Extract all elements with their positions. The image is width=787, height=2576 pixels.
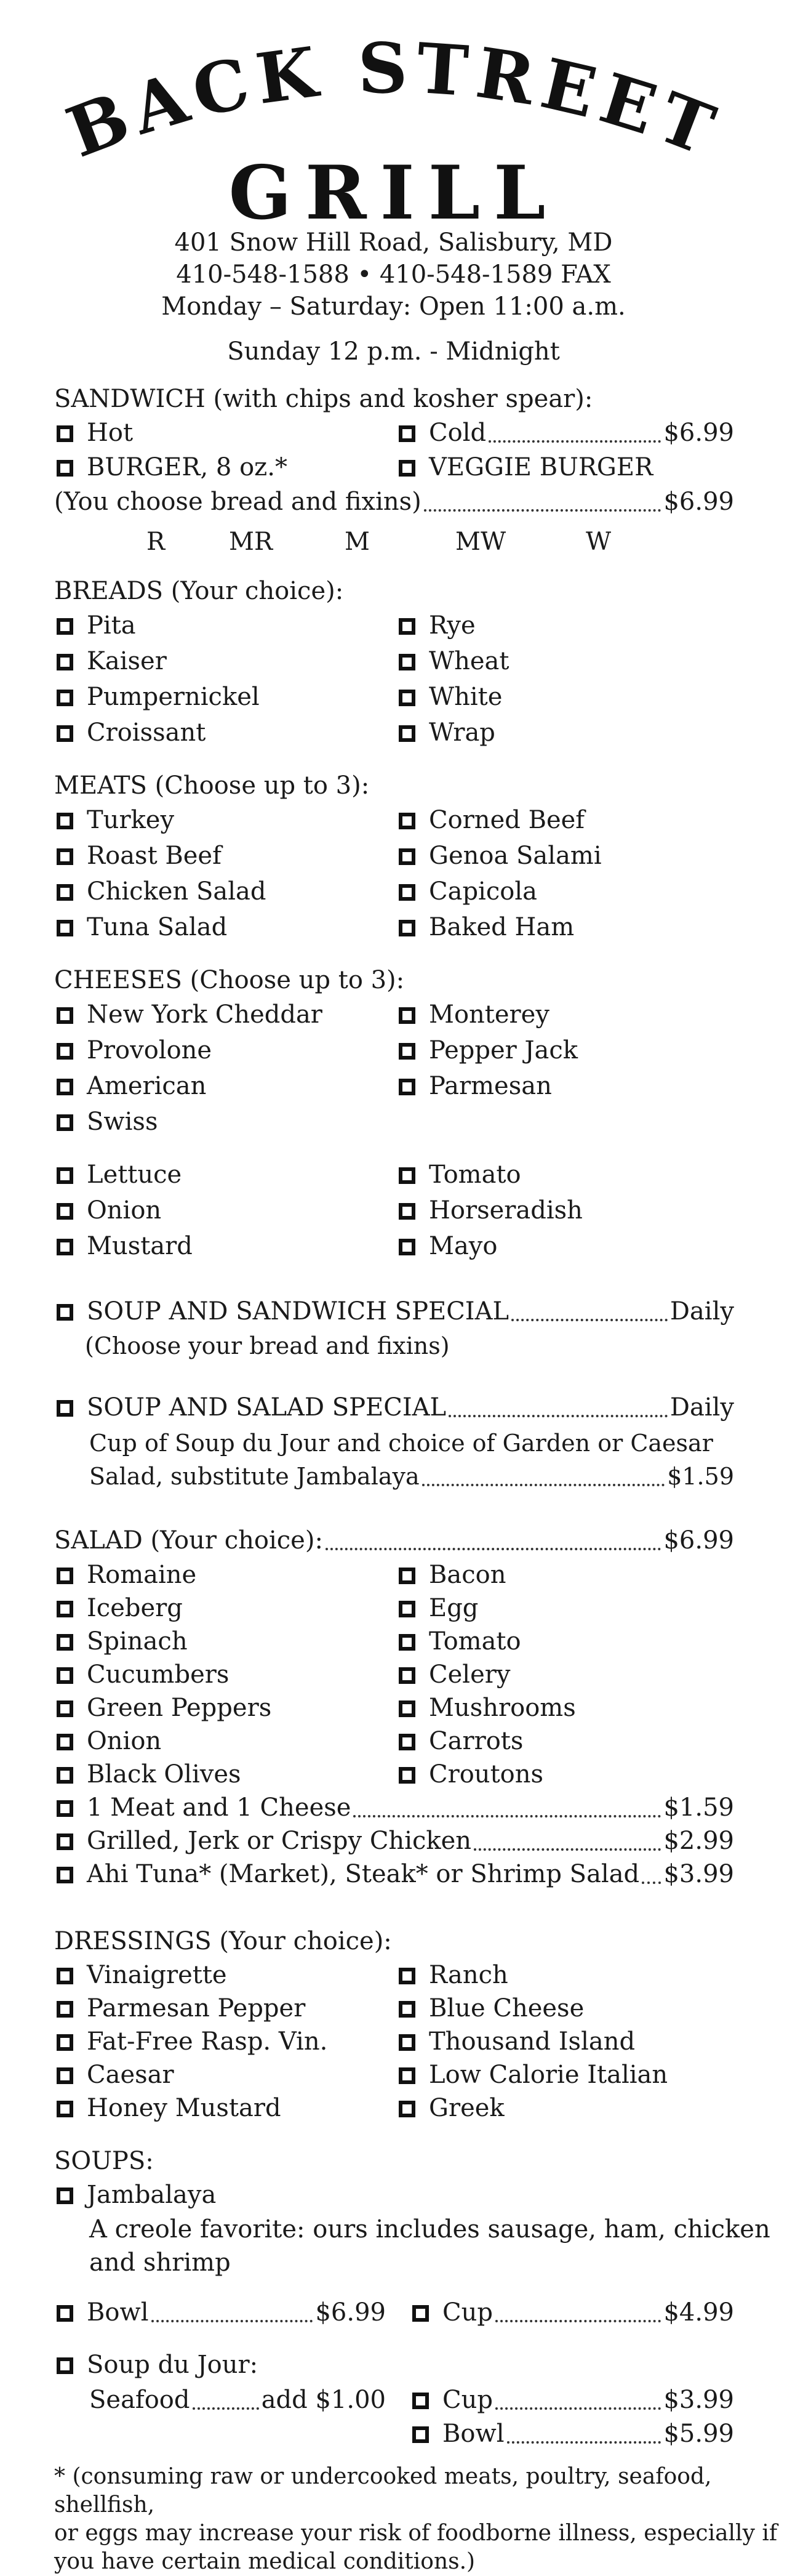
option-label: Genoa Salami	[429, 842, 602, 870]
checkbox[interactable]	[399, 1203, 415, 1220]
checkbox-option[interactable]	[57, 608, 136, 643]
checkbox-option[interactable]	[399, 803, 585, 837]
option-label: Hot	[87, 419, 134, 447]
option-label: Ahi Tuna* (Market), Steak* or Shrimp Salad	[87, 1860, 640, 1888]
checkbox-option[interactable]	[399, 608, 476, 643]
checkbox-option[interactable]	[399, 2058, 668, 2092]
price: Daily	[669, 1393, 734, 1422]
checkbox[interactable]	[399, 1968, 415, 1984]
checkbox-option[interactable]	[399, 1193, 583, 1228]
salad-heading-label: SALAD (Your choice):	[54, 1526, 323, 1555]
checkbox-option[interactable]	[57, 1229, 193, 1263]
option-label: Mustard	[87, 1232, 193, 1260]
checkbox[interactable]	[57, 1667, 73, 1684]
checkbox-option[interactable]	[399, 1591, 478, 1625]
checkbox-option[interactable]	[57, 1691, 271, 1725]
option-label: Egg	[429, 1594, 479, 1622]
option-label: Tomato	[429, 1161, 521, 1189]
checkbox[interactable]	[399, 618, 415, 635]
checkbox-option[interactable]	[399, 839, 602, 873]
option-label: Cup	[442, 2386, 493, 2414]
option-dujour-cup[interactable]	[412, 2383, 734, 2417]
checkbox-option[interactable]	[399, 1558, 506, 1592]
jambalaya-desc2: and shrimp	[89, 2248, 231, 2277]
checkbox-option[interactable]	[57, 1105, 158, 1139]
option-label: Tuna Salad	[87, 913, 228, 941]
checkbox-option[interactable]	[57, 1069, 206, 1103]
option-label: Capicola	[429, 877, 537, 906]
price: $6.99	[663, 419, 734, 447]
checkbox[interactable]	[57, 1043, 73, 1060]
option-label: Chicken Salad	[87, 877, 266, 906]
checkbox[interactable]	[57, 1400, 73, 1417]
checkbox-option[interactable]	[399, 1757, 543, 1792]
checkbox[interactable]	[399, 1634, 415, 1651]
checkbox-option[interactable]	[57, 1958, 227, 1992]
checkbox-option[interactable]	[399, 1624, 521, 1659]
checkbox-option[interactable]	[399, 910, 574, 944]
price: $6.99	[663, 488, 734, 516]
option-jambalaya-bowl[interactable]	[57, 2295, 386, 2330]
checkbox-option[interactable]	[57, 1591, 183, 1625]
price: $3.99	[663, 1860, 734, 1888]
option-label: Turkey	[87, 806, 175, 834]
checkbox-option[interactable]	[399, 1229, 497, 1263]
option-label: Roast Beef	[87, 842, 222, 870]
checkbox[interactable]	[399, 425, 415, 442]
checkbox[interactable]	[57, 848, 73, 865]
footnote-line: or eggs may increase your risk of foodborne illness, especially if	[54, 2521, 778, 2546]
price: Daily	[669, 1297, 734, 1326]
checkbox-option[interactable]	[399, 1657, 510, 1692]
salad-addon-option[interactable]	[57, 1857, 734, 1891]
jambalaya-desc1: A creole favorite: ours includes sausage, ham, chicken	[89, 2215, 770, 2244]
option-soup-du-jour[interactable]	[57, 2348, 258, 2382]
checkbox[interactable]	[57, 1114, 73, 1131]
price: $4.99	[663, 2298, 734, 2327]
checkbox[interactable]	[399, 848, 415, 865]
option-label: Lettuce	[87, 1161, 182, 1189]
checkbox-option[interactable]	[57, 1558, 196, 1592]
checkbox[interactable]	[399, 1734, 415, 1750]
option-label: Onion	[87, 1727, 162, 1755]
option-label: Onion	[87, 1196, 162, 1225]
checkbox[interactable]	[399, 725, 415, 742]
option-label: Cup	[442, 2298, 493, 2327]
checkbox[interactable]	[399, 1667, 415, 1684]
checkbox[interactable]	[57, 1007, 73, 1024]
checkbox[interactable]	[399, 2001, 415, 2018]
option-label: New York Cheddar	[87, 1000, 322, 1029]
address-block	[0, 227, 787, 323]
checkbox-option[interactable]	[399, 1991, 584, 2026]
checkbox[interactable]	[57, 1867, 73, 1883]
sandwich-heading: SANDWICH (with chips and kosher spear):	[54, 385, 593, 413]
option-label: Baked Ham	[429, 913, 575, 941]
checkbox[interactable]	[399, 654, 415, 670]
checkbox-option[interactable]	[399, 1958, 508, 1992]
checkbox-option[interactable]	[57, 2058, 174, 2092]
checkbox[interactable]	[57, 2001, 73, 2018]
option-label: Low Calorie Italian	[429, 2061, 668, 2089]
checkbox[interactable]	[57, 1767, 73, 1784]
checkbox[interactable]	[57, 2188, 73, 2204]
option-label: Wheat	[429, 647, 509, 675]
option-label: Honey Mustard	[87, 2094, 281, 2122]
soup-salad-note1: Cup of Soup du Jour and choice of Garden or Caesar	[89, 1430, 713, 1457]
checkbox-option[interactable]	[57, 680, 260, 714]
option-label: Cold	[429, 419, 487, 447]
checkbox[interactable]	[57, 1203, 73, 1220]
salad-addon-option[interactable]	[57, 1824, 734, 1858]
checkbox-option[interactable]	[399, 1069, 552, 1103]
checkbox-option[interactable]	[399, 715, 495, 750]
choose-label: (You choose bread and fixins)	[54, 488, 421, 516]
checkbox[interactable]	[399, 1601, 415, 1617]
option-label: VEGGIE BURGER	[429, 453, 653, 481]
checkbox[interactable]	[57, 1968, 73, 1984]
checkbox[interactable]	[399, 813, 415, 829]
checkbox[interactable]	[399, 460, 415, 477]
checkbox[interactable]	[57, 1800, 73, 1817]
option-label: Corned Beef	[429, 806, 585, 834]
restaurant-logo	[0, 25, 787, 228]
option-label: Black Olives	[87, 1760, 241, 1789]
checkbox-option[interactable]	[399, 1033, 578, 1068]
checkbox[interactable]	[412, 2426, 429, 2443]
price: $2.99	[663, 1827, 734, 1855]
option-label: Spinach	[87, 1627, 188, 1656]
checkbox[interactable]	[399, 2034, 415, 2051]
option-label: Blue Cheese	[429, 1994, 585, 2023]
option-label: White	[429, 683, 503, 711]
checkbox[interactable]	[399, 1568, 415, 1584]
checkbox-option[interactable]	[399, 2024, 635, 2059]
checkbox-option[interactable]	[57, 2091, 281, 2125]
hours-line: Monday – Saturday: Open 11:00 a.m.	[161, 292, 626, 321]
soups-heading: SOUPS:	[54, 2147, 154, 2175]
option-label: Parmesan Pepper	[87, 1994, 306, 2023]
checkbox[interactable]	[57, 1304, 73, 1321]
option-dujour-bowl[interactable]	[412, 2417, 734, 2451]
price: $1.59	[663, 1793, 734, 1822]
checkbox-option[interactable]	[57, 1193, 161, 1228]
checkbox[interactable]	[57, 1734, 73, 1750]
option-label: Tomato	[429, 1627, 521, 1656]
note-label: Salad, substitute Jambalaya	[89, 1463, 420, 1490]
sunday-hours: Sunday 12 p.m. - Midnight	[227, 337, 560, 366]
checkbox[interactable]	[57, 618, 73, 635]
option-jambalaya[interactable]	[57, 2178, 216, 2212]
size-mr[interactable]: MR	[229, 528, 273, 556]
option-label: Rye	[429, 611, 476, 640]
option-label: Soup du Jour:	[87, 2351, 258, 2379]
option-label: 1 Meat and 1 Cheese	[87, 1793, 351, 1822]
footnote	[54, 2463, 787, 2576]
option-label: Provolone	[87, 1036, 212, 1065]
checkbox-option[interactable]	[399, 997, 549, 1032]
checkbox-option[interactable]	[57, 1991, 305, 2026]
option-label: Monterey	[429, 1000, 549, 1029]
option-label: Kaiser	[87, 647, 167, 675]
option-label: Croissant	[87, 718, 206, 747]
checkbox[interactable]	[57, 725, 73, 742]
option-label: Bowl	[442, 2420, 505, 2448]
footnote-line: * (consuming raw or undercooked meats, poultry, seafood, shellfish,	[54, 2464, 712, 2518]
soup-sandwich-special[interactable]	[57, 1294, 734, 1329]
checkbox-option[interactable]	[399, 644, 509, 678]
price: $6.99	[663, 1526, 734, 1555]
option-label: Pita	[87, 611, 136, 640]
checkbox[interactable]	[57, 2357, 73, 2374]
checkbox[interactable]	[57, 2034, 73, 2051]
seafood-label: Seafood	[89, 2386, 190, 2414]
checkbox[interactable]	[57, 1601, 73, 1617]
option-label: Pepper Jack	[429, 1036, 578, 1065]
price: $3.99	[663, 2386, 734, 2414]
checkbox[interactable]	[399, 920, 415, 936]
checkbox[interactable]	[57, 425, 73, 442]
checkbox[interactable]	[57, 2067, 73, 2084]
option-label: Grilled, Jerk or Crispy Chicken	[87, 1827, 472, 1855]
checkbox[interactable]	[399, 690, 415, 706]
checkbox[interactable]	[57, 1833, 73, 1850]
checkbox-option[interactable]	[399, 2091, 505, 2125]
checkbox-option[interactable]	[57, 644, 167, 678]
checkbox[interactable]	[412, 2393, 429, 2409]
phone-line: 410-548-1588 • 410-548-1589 FAX	[176, 260, 611, 289]
option-label: Bacon	[429, 1561, 506, 1589]
option-jambalaya-cup[interactable]	[412, 2295, 734, 2330]
sandwich-choose-line	[54, 485, 734, 519]
logo-title-line2: GRILL	[228, 150, 559, 228]
checkbox-option[interactable]	[57, 1624, 188, 1659]
checkbox[interactable]	[57, 2101, 73, 2117]
checkbox-option[interactable]	[57, 715, 206, 750]
option-label: Croutons	[429, 1760, 544, 1789]
checkbox-option[interactable]	[57, 910, 227, 944]
footnote-line: you have certain medical conditions.)	[54, 2549, 476, 2574]
checkbox[interactable]	[399, 1043, 415, 1060]
checkbox-option[interactable]	[399, 1157, 521, 1192]
option-burger[interactable]	[57, 450, 287, 485]
checkbox[interactable]	[57, 1568, 73, 1584]
checkbox-option[interactable]	[399, 1691, 576, 1725]
option-label: Wrap	[429, 718, 495, 747]
option-label: American	[87, 1072, 207, 1100]
option-label: Cucumbers	[87, 1660, 230, 1689]
checkbox[interactable]	[57, 1701, 73, 1717]
option-label: Horseradish	[429, 1196, 583, 1225]
option-label: Celery	[429, 1660, 511, 1689]
size-mw[interactable]: MW	[455, 528, 506, 556]
option-label: Swiss	[87, 1108, 158, 1136]
option-label: Vinaigrette	[87, 1961, 227, 1989]
checkbox[interactable]	[399, 1167, 415, 1184]
checkbox[interactable]	[57, 2305, 73, 2322]
option-label: Mayo	[429, 1232, 498, 1260]
option-label: Ranch	[429, 1961, 508, 1989]
soup-sandwich-note: (Choose your bread and fixins)	[85, 1332, 450, 1359]
checkbox-option[interactable]	[57, 1657, 229, 1692]
checkbox[interactable]	[399, 2101, 415, 2117]
option-label: Fat-Free Rasp. Vin.	[87, 2027, 328, 2056]
price: $1.59	[667, 1463, 734, 1490]
breads-heading: BREADS (Your choice):	[54, 577, 344, 605]
option-label: Carrots	[429, 1727, 524, 1755]
soup-salad-special[interactable]	[57, 1390, 734, 1425]
logo-title-line1: BACK STREET	[57, 28, 732, 174]
checkbox-option[interactable]	[57, 839, 222, 873]
option-label: Green Peppers	[87, 1694, 272, 1722]
option-hot[interactable]	[57, 416, 133, 450]
checkbox-option[interactable]	[57, 2024, 327, 2059]
salad-addon-option[interactable]	[57, 1790, 734, 1825]
soup-salad-note2	[89, 1459, 734, 1494]
checkbox-option[interactable]	[57, 1757, 241, 1792]
option-label: Caesar	[87, 2061, 174, 2089]
special-label: SOUP AND SALAD SPECIAL	[87, 1393, 447, 1422]
checkbox[interactable]	[399, 1701, 415, 1717]
meats-heading: MEATS (Choose up to 3):	[54, 771, 370, 800]
checkbox-option[interactable]	[57, 803, 174, 837]
checkbox[interactable]	[399, 1079, 415, 1095]
dressings-heading: DRESSINGS (Your choice):	[54, 1927, 392, 1955]
checkbox[interactable]	[57, 1239, 73, 1255]
size-w[interactable]: W	[586, 528, 612, 556]
option-cold[interactable]	[399, 416, 734, 450]
checkbox[interactable]	[57, 654, 73, 670]
option-label: Pumpernickel	[87, 683, 260, 711]
price: add $1.00	[261, 2386, 386, 2414]
checkbox[interactable]	[412, 2305, 429, 2322]
checkbox[interactable]	[57, 884, 73, 901]
size-r[interactable]: R	[146, 528, 166, 556]
checkbox[interactable]	[57, 920, 73, 936]
salad-heading	[54, 1523, 734, 1558]
checkbox[interactable]	[399, 2067, 415, 2084]
option-label: Iceberg	[87, 1594, 183, 1622]
checkbox[interactable]	[399, 884, 415, 901]
checkbox[interactable]	[57, 1079, 73, 1095]
address-line: 401 Snow Hill Road, Salisbury, MD	[174, 228, 613, 257]
checkbox-option[interactable]	[57, 1157, 182, 1192]
checkbox-option[interactable]	[57, 874, 266, 909]
checkbox-option[interactable]	[57, 997, 322, 1032]
option-label: Bowl	[87, 2298, 149, 2327]
checkbox[interactable]	[57, 1634, 73, 1651]
option-label: BURGER, 8 oz.*	[87, 453, 287, 481]
checkbox[interactable]	[57, 813, 73, 829]
checkbox[interactable]	[57, 690, 73, 706]
cheeses-heading: CHEESES (Choose up to 3):	[54, 966, 405, 994]
checkbox[interactable]	[57, 1167, 73, 1184]
seafood-addon	[89, 2383, 386, 2417]
checkbox[interactable]	[399, 1007, 415, 1024]
price: $5.99	[663, 2420, 734, 2448]
checkbox[interactable]	[57, 460, 73, 477]
checkbox-option[interactable]	[399, 874, 537, 909]
checkbox[interactable]	[399, 1767, 415, 1784]
option-label: Jambalaya	[87, 2181, 217, 2209]
checkbox-option[interactable]	[57, 1033, 212, 1068]
option-label: Romaine	[87, 1561, 197, 1589]
option-label: Mushrooms	[429, 1694, 576, 1722]
option-label: Thousand Island	[429, 2027, 636, 2056]
option-label: Greek	[429, 2094, 505, 2122]
checkbox-option[interactable]	[399, 680, 502, 714]
special-label: SOUP AND SANDWICH SPECIAL	[87, 1297, 509, 1326]
size-m[interactable]: M	[345, 528, 370, 556]
checkbox-option[interactable]	[399, 1724, 523, 1758]
price: $6.99	[315, 2298, 386, 2327]
checkbox-option[interactable]	[57, 1724, 161, 1758]
checkbox[interactable]	[399, 1239, 415, 1255]
option-veggie-burger[interactable]	[399, 450, 653, 485]
option-label: Parmesan	[429, 1072, 552, 1100]
